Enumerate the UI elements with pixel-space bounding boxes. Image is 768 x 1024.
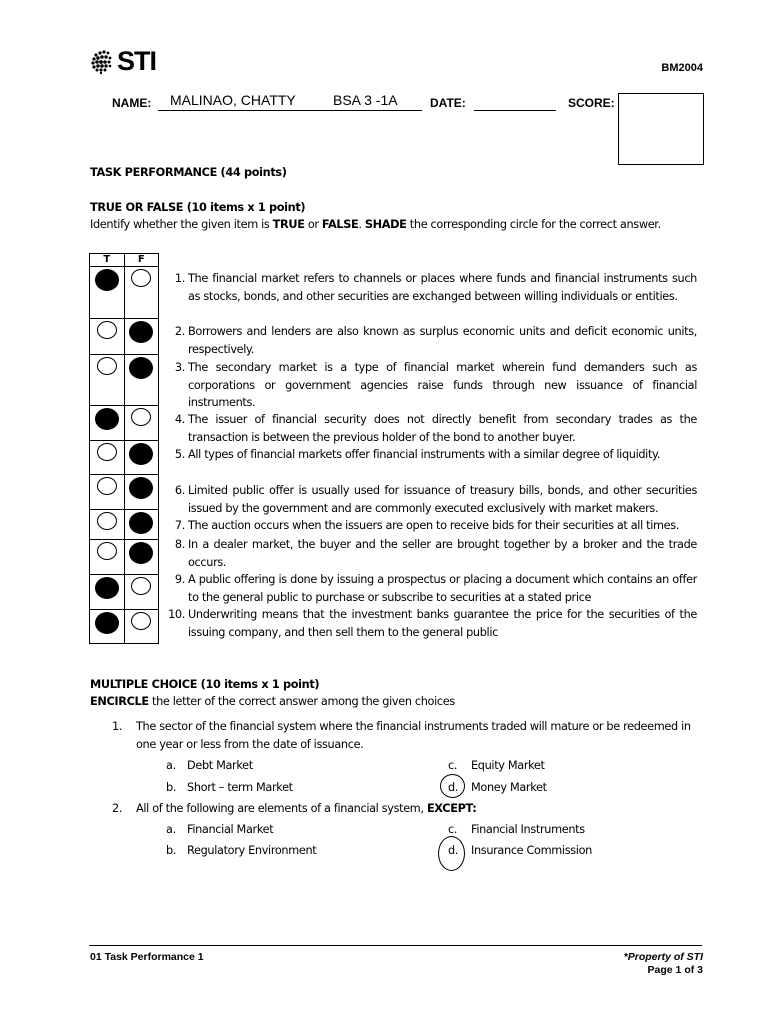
mc-question-2: 2. All of the following are elements of a financial system, EXCEPT: bbox=[112, 802, 477, 815]
mc-q2-option-c-text: Financial Instruments bbox=[471, 823, 585, 836]
task-title: TASK PERFORMANCE (44 points) bbox=[90, 166, 287, 179]
tf-cell-false bbox=[124, 610, 159, 644]
tf-cell-true bbox=[90, 610, 125, 644]
tf-item-text: A public offering is done by issuing a prospectus or placing a document which contains an offer to the general public to purchase or subscribe to securities at a stated price bbox=[188, 573, 697, 604]
shaded-answer-circle[interactable] bbox=[129, 512, 153, 534]
tf-cell-false bbox=[124, 575, 159, 610]
shaded-answer-circle[interactable] bbox=[129, 477, 153, 499]
tf-item-text: The auction occurs when the issuers are open to receive bids for their securities at all times. bbox=[188, 519, 680, 532]
tf-item bbox=[165, 606, 697, 641]
tf-item-text: Limited public offer is usually used for issuance of treasury bills, bonds, and other securities issued by the government and are commonly executed exclusively with market makers. bbox=[188, 484, 697, 515]
answer-circle[interactable] bbox=[97, 357, 117, 375]
mc-q2-option-b[interactable]: b. bbox=[166, 844, 177, 857]
shaded-answer-circle[interactable] bbox=[129, 357, 153, 379]
tf-instruction: Identify whether the given item is TRUE or FALSE. SHADE the corresponding circle for the correct answer. bbox=[90, 218, 661, 231]
tf-item bbox=[165, 482, 697, 517]
footer-property: *Property of STI bbox=[623, 951, 703, 963]
answer-circle[interactable] bbox=[97, 512, 117, 530]
tf-cell-true bbox=[90, 319, 125, 355]
tf-answer-row bbox=[90, 575, 159, 610]
sti-logo bbox=[90, 46, 156, 77]
answer-circle[interactable] bbox=[97, 542, 117, 560]
name-underline bbox=[158, 110, 422, 111]
tf-cell-false bbox=[124, 510, 159, 540]
answer-circle[interactable] bbox=[97, 443, 117, 461]
tf-item-text: Borrowers and lenders are also known as surplus economic units and deficit economic units, respectively. bbox=[188, 325, 697, 356]
tf-item-text: The issuer of financial security does not directly benefit from secondary trades as the transaction is between the previous holder of the bond to another buyer. bbox=[188, 413, 697, 444]
tf-item-number: 1. bbox=[174, 272, 185, 285]
name-label: NAME: bbox=[112, 96, 152, 110]
answer-circle[interactable] bbox=[97, 477, 117, 495]
tf-item-number: 10. bbox=[168, 608, 185, 621]
tf-answer-row bbox=[90, 510, 159, 540]
shaded-answer-circle[interactable] bbox=[129, 321, 153, 343]
tf-answer-row bbox=[90, 610, 159, 644]
tf-cell-false bbox=[124, 475, 159, 510]
tf-cell-true bbox=[90, 441, 125, 475]
tf-item bbox=[165, 323, 697, 358]
tf-cell-false bbox=[124, 267, 159, 319]
date-label: DATE: bbox=[430, 96, 466, 110]
tf-cell-true bbox=[90, 575, 125, 610]
tf-item-number: 4. bbox=[174, 413, 185, 426]
tf-item-number: 7. bbox=[174, 519, 185, 532]
tf-item bbox=[165, 517, 697, 535]
tf-item bbox=[165, 411, 697, 446]
tf-item-text: The secondary market is a type of financial market wherein fund demanders such as corporations or government agencies raise funds through new issuance of financial instruments. bbox=[188, 361, 697, 409]
answer-circle[interactable] bbox=[131, 408, 151, 426]
tf-item-number: 2. bbox=[174, 325, 185, 338]
logo-text: STI bbox=[117, 46, 157, 76]
mc-q1-option-c[interactable]: c. bbox=[448, 759, 458, 772]
footer-divider bbox=[89, 945, 702, 946]
tf-item bbox=[165, 270, 697, 305]
tf-cell-true bbox=[90, 510, 125, 540]
tf-item-number: 9. bbox=[174, 573, 185, 586]
tf-heading: TRUE OR FALSE (10 items x 1 point) bbox=[90, 201, 306, 214]
score-label: SCORE: bbox=[568, 96, 615, 110]
globe-icon bbox=[90, 49, 116, 75]
footer-left: 01 Task Performance 1 bbox=[90, 951, 204, 963]
tf-cell-true bbox=[90, 540, 125, 575]
mc-q2-option-a-text: Financial Market bbox=[187, 823, 274, 836]
mc-q1-option-d[interactable]: d. bbox=[448, 781, 459, 794]
tf-cell-true bbox=[90, 406, 125, 441]
tf-item-number: 8. bbox=[174, 538, 185, 551]
shaded-answer-circle[interactable] bbox=[129, 443, 153, 465]
mc-q1-option-b-text: Short – term Market bbox=[187, 781, 293, 794]
tf-answer-row bbox=[90, 406, 159, 441]
tf-item-text: Underwriting means that the investment banks guarantee the price for the securities of the issuing company, and then sell them to the general public bbox=[188, 608, 697, 639]
mc-instruction: ENCIRCLE the letter of the correct answer among the given choices bbox=[90, 695, 455, 708]
tf-answer-row bbox=[90, 267, 159, 319]
tf-cell-false bbox=[124, 406, 159, 441]
tf-answer-row bbox=[90, 355, 159, 406]
tf-item bbox=[165, 359, 697, 412]
footer-page: Page 1 of 3 bbox=[647, 964, 703, 976]
tf-answer-row bbox=[90, 475, 159, 510]
tf-item-text: The financial market refers to channels or places where funds and financial instruments such as stocks, bonds, and other securities are exchanged between willing individuals or entities. bbox=[188, 272, 697, 303]
tf-answer-row bbox=[90, 319, 159, 355]
answer-circle[interactable] bbox=[97, 321, 117, 339]
tf-item bbox=[165, 571, 697, 606]
mc-heading: MULTIPLE CHOICE (10 items x 1 point) bbox=[90, 678, 320, 691]
tf-item-number: 3. bbox=[174, 361, 185, 374]
shaded-answer-circle[interactable] bbox=[95, 577, 119, 599]
mc-q2-option-b-text: Regulatory Environment bbox=[187, 844, 317, 857]
mc-q2-option-c[interactable]: c. bbox=[448, 823, 458, 836]
tf-cell-false bbox=[124, 441, 159, 475]
tf-item-number: 6. bbox=[174, 484, 185, 497]
document-code: BM2004 bbox=[661, 62, 703, 74]
section-value: BSA 3 -1A bbox=[333, 92, 398, 108]
tf-cell-false bbox=[124, 540, 159, 575]
tf-item bbox=[165, 536, 697, 571]
shaded-answer-circle[interactable] bbox=[95, 269, 119, 291]
answer-circle[interactable] bbox=[131, 612, 151, 630]
tf-item-number: 5. bbox=[174, 448, 185, 461]
answer-circle-mark bbox=[438, 836, 465, 871]
tf-cell-true bbox=[90, 267, 125, 319]
mc-q1-option-b[interactable]: b. bbox=[166, 781, 177, 794]
tf-answer-row bbox=[90, 540, 159, 575]
tf-answer-table bbox=[89, 253, 159, 644]
tf-header-false: F bbox=[124, 254, 159, 267]
mc-q2-option-d[interactable]: d. bbox=[448, 844, 459, 857]
answer-circle[interactable] bbox=[131, 577, 151, 595]
name-value: MALINAO, CHATTY bbox=[170, 92, 296, 108]
shaded-answer-circle[interactable] bbox=[95, 612, 119, 634]
tf-cell-false bbox=[124, 355, 159, 406]
tf-header-true: T bbox=[90, 254, 125, 267]
mc-question-1: 1. The sector of the financial system where the financial instruments traded will mature or be redeemed in one year or less from the date of issuance. bbox=[112, 720, 691, 751]
mc-q1-option-d-text: Money Market bbox=[471, 781, 547, 794]
shaded-answer-circle[interactable] bbox=[129, 542, 153, 564]
tf-item-text: In a dealer market, the buyer and the seller are brought together by a broker and the trade occurs. bbox=[188, 538, 697, 569]
answer-circle[interactable] bbox=[131, 269, 151, 287]
tf-cell-true bbox=[90, 355, 125, 406]
tf-item bbox=[165, 446, 697, 464]
mc-q2-option-a[interactable]: a. bbox=[166, 823, 176, 836]
tf-item-text: All types of financial markets offer financial instruments with a similar degree of liquidity. bbox=[188, 448, 661, 461]
mc-q1-option-a[interactable]: a. bbox=[166, 759, 176, 772]
tf-cell-false bbox=[124, 319, 159, 355]
shaded-answer-circle[interactable] bbox=[95, 408, 119, 430]
mc-q1-option-a-text: Debt Market bbox=[187, 759, 253, 772]
mc-q2-option-d-text: Insurance Commission bbox=[471, 844, 592, 857]
date-underline bbox=[474, 110, 556, 111]
answer-circle-mark bbox=[440, 774, 465, 798]
score-box bbox=[618, 93, 704, 165]
tf-cell-true bbox=[90, 475, 125, 510]
mc-q1-option-c-text: Equity Market bbox=[471, 759, 545, 772]
tf-answer-row bbox=[90, 441, 159, 475]
